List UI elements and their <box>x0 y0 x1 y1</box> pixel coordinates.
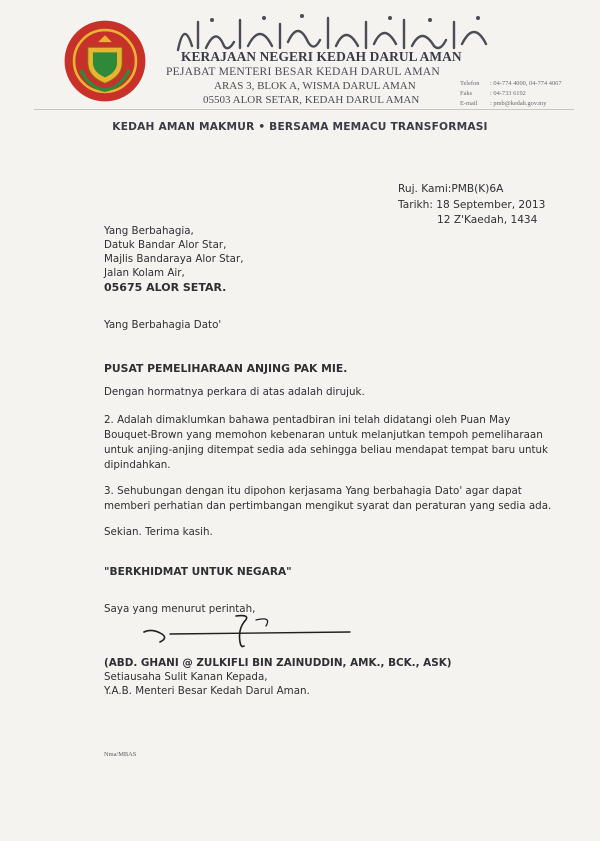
signatory-title-2: Y.A.B. Menteri Besar Kedah Darul Aman. <box>104 685 310 697</box>
kedah-crest-icon <box>62 18 148 104</box>
contact-email: E-mail : pmb@kedah.gov.my <box>460 100 547 107</box>
paragraph-2-line: dipindahkan. <box>104 459 171 471</box>
recipient-postcode: 05675 ALOR SETAR. <box>104 281 227 294</box>
office-name: PEJABAT MENTERI BESAR KEDAH DARUL AMAN <box>166 65 440 78</box>
contact-block <box>460 79 562 109</box>
address-line-1: ARAS 3, BLOK A, WISMA DARUL AMAN <box>214 80 416 92</box>
subject-line: PUSAT PEMELIHARAAN ANJING PAK MIE. <box>104 362 348 375</box>
recipient-line: Yang Berbahagia, <box>104 225 194 237</box>
intro-paragraph: Dengan hormatnya perkara di atas adalah dirujuk. <box>104 386 365 398</box>
motto: "BERKHIDMAT UNTUK NEGARA" <box>104 566 292 578</box>
letter-date: Tarikh: 18 September, 2013 <box>398 199 546 211</box>
government-name: KERAJAAN NEGERI KEDAH DARUL AMAN <box>181 49 462 64</box>
signatory-title-1: Setiausaha Sulit Kanan Kepada, <box>104 671 268 683</box>
recipient-line: Datuk Bandar Alor Star, <box>104 239 227 251</box>
footer-reference: Nma/MBAS <box>104 751 137 758</box>
signoff: Saya yang menurut perintah, <box>104 603 256 615</box>
recipient-line: Jalan Kolam Air, <box>104 267 185 279</box>
handwritten-signature <box>140 612 360 652</box>
signatory-name: (ABD. GHANI @ ZULKIFLI BIN ZAINUDDIN, AMK., BCK., ASK) <box>104 657 452 669</box>
address-line-2: 05503 ALOR SETAR, KEDAH DARUL AMAN <box>203 94 420 106</box>
slogan: KEDAH AMAN MAKMUR • BERSAMA MEMACU TRANSFORMASI <box>112 121 488 133</box>
recipient-line: Majlis Bandaraya Alor Star, <box>104 253 244 265</box>
hijri-date: 12 Z'Kaedah, 1434 <box>437 214 538 226</box>
closing: Sekian. Terima kasih. <box>104 526 213 538</box>
salutation: Yang Berbahagia Dato' <box>104 319 222 331</box>
paragraph-3-line: memberi perhatian dan pertimbangan mengikut syarat dan peraturan yang sedia ada. <box>104 500 552 512</box>
letterhead-divider <box>34 109 574 110</box>
contact-phone: Telefon : 04-774 4000, 04-774 4067 <box>460 80 562 87</box>
paragraph-2-line: 2. Adalah dimaklumkan bahawa pentadbiran ini telah didatangi oleh Puan May <box>104 414 511 426</box>
contact-fax: Faks : 04-733 6192 <box>460 90 526 97</box>
paragraph-2-line: untuk anjing-anjing ditempat sedia ada sehingga beliau mendapat tempat baru untuk <box>104 444 549 456</box>
paragraph-2-line: Bouquet-Brown yang memohon kebenaran untuk melanjutkan tempoh pemeliharaan <box>104 429 543 441</box>
paragraph-3-line: 3. Sehubungan dengan itu dipohon kerjasama Yang berbahagia Dato' agar dapat <box>104 485 522 497</box>
reference-number: Ruj. Kami:PMB(K)6A <box>398 183 504 195</box>
